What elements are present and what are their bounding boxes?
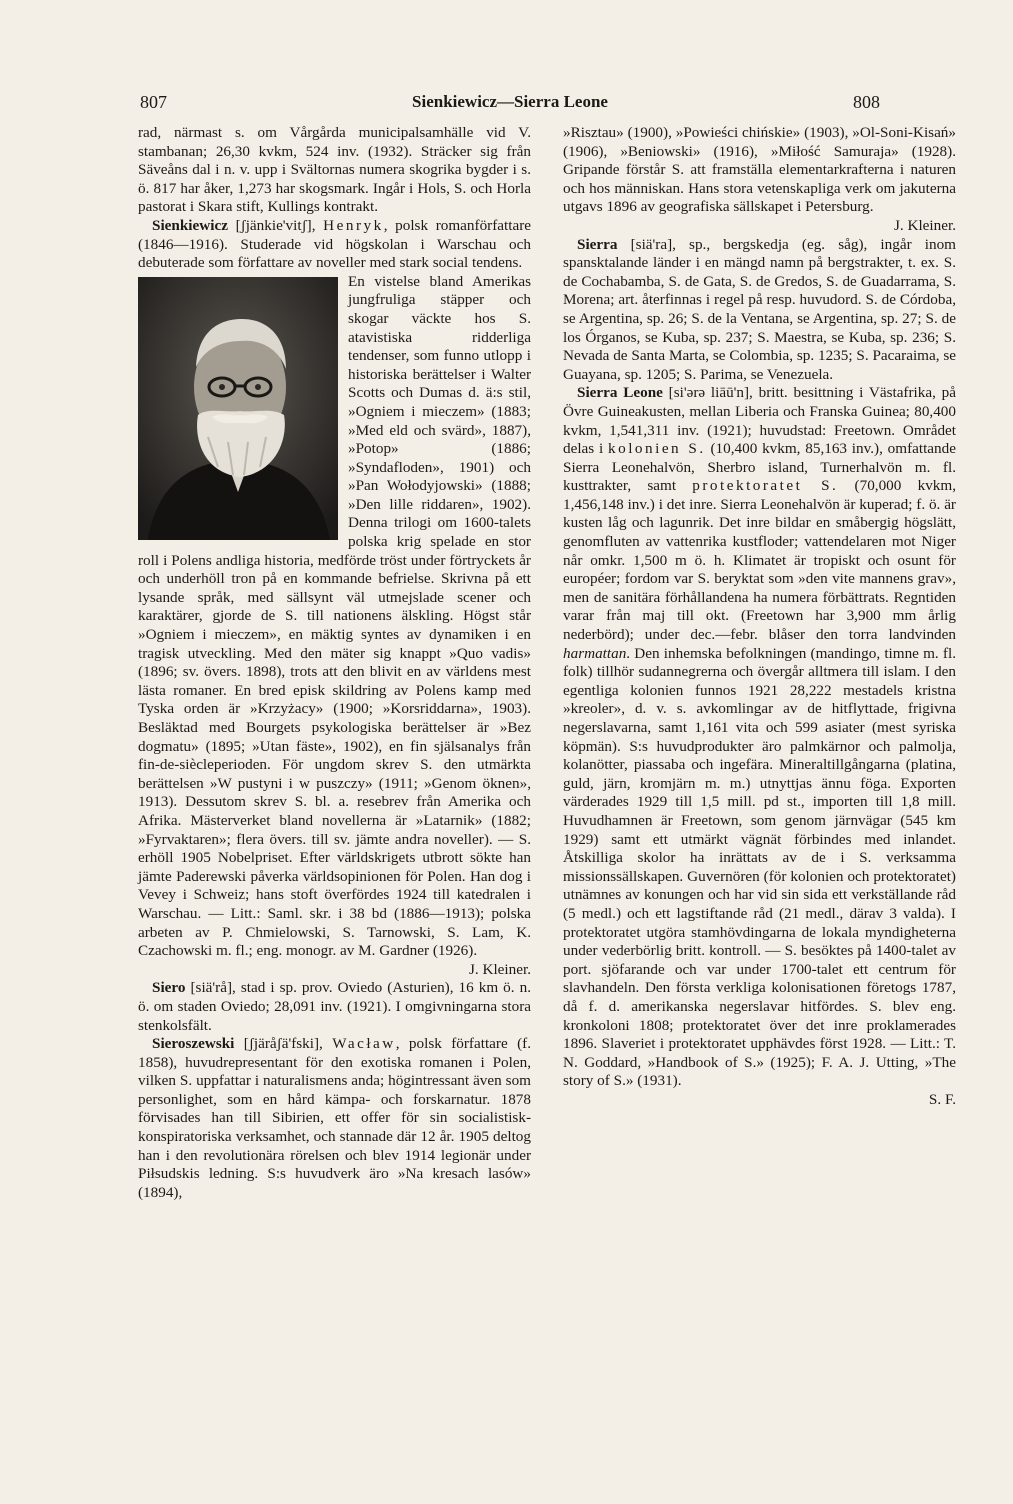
headword: Sierra (577, 235, 618, 253)
headword: Sieroszewski (152, 1035, 235, 1053)
article-sierra (563, 236, 956, 385)
article-text: , polsk författare (f. 1858), huvudrepresentant för den exotiska romanen i Polen, vilken S. uppfattar i naturalismens anda; högintressant även som personlighet, som en hård kämpa- och forskarnatur. 1878 förvisades han till Sibirien, ett offer för sin socialistisk-konspiratoriska verksamhet, och stannade där 12 år. 1905 deltog han i den revolutionära rörelsen och blev 1914 legionär under Piłsudskis ledning. S:s huvudverk äro »Na kresach lasów» (1894), (138, 1035, 531, 1201)
article-body-text: En vistelse bland Amerikas jungfruliga stäpper och skogar väckte hos S. atavistiska ridderliga tendenser, som funno utlopp i historiska berättelser i Walter Scotts och Dumas d. ä:s stil, »Ogniem i mieczem» (1883; »Med eld och svärd», 1887), »Potop» (1886; »Syndafloden», 1901) och »Pan Wołodyjowski» (1888; »Den lille riddaren», 1902). Denna trilogi om 1600-talets polska krig spelade en stor roll i Polens andliga historia, medförde tröst under förtryckets år och underhöll tron på en kommande befrielse. Skrivna på ett lysande språk, med sällsynt väl utmejslade scener och karaktärer, gjorde de S. till nationens älskling. Högst står »Ogniem i mieczem», en mäktig syntes av dynamiken i en tragisk utveckling. Med den mäter sig knappt »Quo vadis» (1896; sv. övers. 1898), trots att den blivit en av världens mest lästa romaner. En bred episk skildring av Polens kamp med Tyska orden är »Krzyżacy» (1900; »Korsriddarna», 1903). Besläktad med Bourgets psykologiska berättelser är »Bez dogmatu» (1895; »Utan fäste», 1902), en fin själsanalys från fin-de-siècleperioden. För ungdom skrev S. den utmärkta berättelsen »W pustyni i w puszczy» (1911; »Genom öknen», 1913). Dessutom skrev S. bl. a. resebrev från Amerika och Afrika. Mästerverket bland novellerna är »Latarnik» (1882; »Fyrvaktaren»; flera övers. till sv. jämte andra noveller). — S. erhöll 1905 Nobelpriset. Efter världskrigets utbrott sökte han jämte Paderewski påverka världsopinionen för Polen. Han dog i Vevey i Schweiz; hans stoft överfördes 1924 till katedralen i Warschau. — Litt.: Saml. skr. i 38 bd (1886—1913); polska arbeten av P. Chmielowski, S. Tarnowski, S. Lam, K. Czachowski m. fl.; eng. monogr. av M. Gardner (1926). (138, 272, 531, 960)
article-text: (70,000 kvkm, 1,456,148 inv.) i det inre. Sierra Leonehalvön är kuperad; f. ö. är kusten låg och lagunrik. Det inre bildar en småbergig högslätt, genomfluten av vattenrika kustfloder; vattendelaren mot Niger når omkr. 1,500 m ö. h. Klimatet är tropiskt och osunt för européer; fordom var S. beryktat som »den vite mannens grav», men de sanitära förhållandena ha numera förbättrats. Regntiden varar från maj till okt. (Freetown har 3,900 mm årlig nederbörd); under dec.—febr. blåser den torra landvinden (563, 477, 956, 644)
pronunciation: [ʃjäråʃä'fski], (234, 1035, 333, 1053)
page-number-left: 807 (140, 92, 167, 112)
page-header (140, 92, 880, 116)
spaced-term: protektoratet S. (692, 477, 839, 495)
article-text: . Den inhemska befolkningen (mandingo, timne m. fl. folk) tillhör sudannegrerna och övergår alltmera till islam. I den egentliga kolonien funnos 1921 28,222 mestadels kristna »kreoler», d. v. s. avkomlingar av de hitflyttade, frigivna negerslavarna, samt 1,161 vita och 599 asiater (mest syriska köpmän). S:s huvudprodukter äro palmkärnor och palmolja, kolanötter, piassaba och ingefära. Mineraltillgångarna (platina, guld, järn, kromjärn m. m.) utnyttjas ännu föga. Exporten värderades 1929 till 1,5 mill. pd st., importen till 1,8 mill. Huvudhamnen är Freetown, som genom järnvägar (545 km 1929) samt ett utmärkt vägnät förbindes med inlandet. Åtskilliga skolor ha inrättats av de i S. verksamma missionssällskapen. Guvernören (för kolonien och protektoratet) utnämnes av konungen och har vid sin sida ett verkställande råd (5 medl.) och ett lagstiftande råd (21 medl., därav 3 valda). I protektoratet utgöra stamhövdingarna de lokala myndigheterna under vederbörlig britt. kontroll. — S. besöktes på 1400-talet av port. sjöfarande och var under 1700-talet ett centrum för slavhandeln. Den första verkliga kolonisationen företogs 1787, då f. d. amerikanska negerslavar hitfördes. S. blev eng. kronkoloni 1808; protektoratet över det inre proklamerades 1896. Slaveriet i protektoratet upphävdes först 1928. — Litt.: T. N. Goddard, »Handbook of S.» (1925); F. A. J. Utting, »The story of S.» (1931). (563, 644, 956, 1090)
given-name: Henryk (323, 216, 384, 234)
signature: J. Kleiner. (893, 216, 956, 234)
article-text: »Risztau» (1900), »Powieści chińskie» (1903), »Ol-Soni-Kisań» (1906), »Beniowski» (1916), »Miłość Samuraja» (1928). Gripande förstår S. att framställa elementarkrafterna i naturen och hos människan. Hans stora vetenskapliga verk om jakuterna utgavs 1896 av geografiska sällskapet i Petersburg. (563, 124, 956, 216)
portrait-illustration (138, 277, 338, 540)
portrait-photo (138, 277, 338, 540)
right-column (563, 124, 956, 1109)
pre-portrait-text: , polsk romanförfattare (1846—1916). Studerade vid högskolan i Warschau och debuterade som författare av noveller med stark social tendens. (138, 216, 531, 272)
article-continuation (563, 124, 956, 217)
signature: J. Kleiner. (468, 960, 531, 978)
headword: Sienkiewicz (152, 216, 228, 234)
pronunciation: [ʃjänkie'vitʃ], (227, 216, 324, 234)
article-siero (138, 979, 531, 1035)
spaced-term: kolonien S. (608, 440, 706, 458)
article-text: [siä'ra], sp., bergskedja (eg. såg), ingår inom spansktalande länder i en mängd namn på bergstrakter, t. ex. S. de Cochabamba, S. de Gata, S. de Gredos, S. de Guadarrama, S. Morena; art. återfinnas i regel på resp. huvudord. S. de Córdoba, se Argentina, sp. 26; S. de la Ventana, se Argentina, sp. 27; S. de los Órganos, se Kuba, sp. 237; S. Maestra, se Kuba, sp. 236; S. Nevada de Santa Marta, se Colombia, sp. 1235; S. Pacaraima, se Guayana, sp. 1205; S. Parima, se Venezuela. (563, 235, 956, 383)
article-sieroszewski (138, 1035, 531, 1202)
article-text: [si'ərə liāū'n], britt. besittning i Västafrika, på Övre Guineakusten, mellan Liberia och Franska Guinea; 80,400 kvkm, 1,541,311 inv. (1921); huvudstad: Freetown. Området delas i (563, 384, 956, 458)
headword: Sierra Leone (577, 384, 663, 402)
page-number-right: 808 (853, 92, 880, 112)
article-sierra-leone (563, 384, 956, 1091)
article-text: (10,400 kvkm, 85,163 inv.), omfattande Sierra Leonehalvön, Sherbro island, Turnerhalvön m. fl. kusttrakter, samt (563, 440, 956, 495)
article-continuation: rad, närmast s. om Vårgårda municipalsamhälle vid V. stambanan; 26,30 kvkm, 524 inv. (1932). Sträcker sig från Säveåns dal i n. v. upp i Svältornas numera skogrika bygder i s. ö. 817 har åker, 1,273 har skogsmark. Ingår i Hols, S. och Horla pastorat i Skara stift, Kullings kontrakt. (138, 124, 531, 216)
given-name: Wacław (332, 1035, 396, 1053)
left-column (138, 124, 531, 1202)
signature: S. F. (928, 1090, 956, 1108)
italic-term: harmattan (563, 644, 627, 662)
running-title: Sienkiewicz—Sierra Leone (412, 92, 608, 111)
article-text: [siä'rå], stad i sp. prov. Oviedo (Asturien), 16 km ö. n. ö. om staden Oviedo; 28,091 inv. (1921). I omgivningarna stora stenkolsfält. (138, 979, 531, 1034)
headword: Siero (152, 979, 186, 997)
article-sienkiewicz (138, 217, 531, 273)
